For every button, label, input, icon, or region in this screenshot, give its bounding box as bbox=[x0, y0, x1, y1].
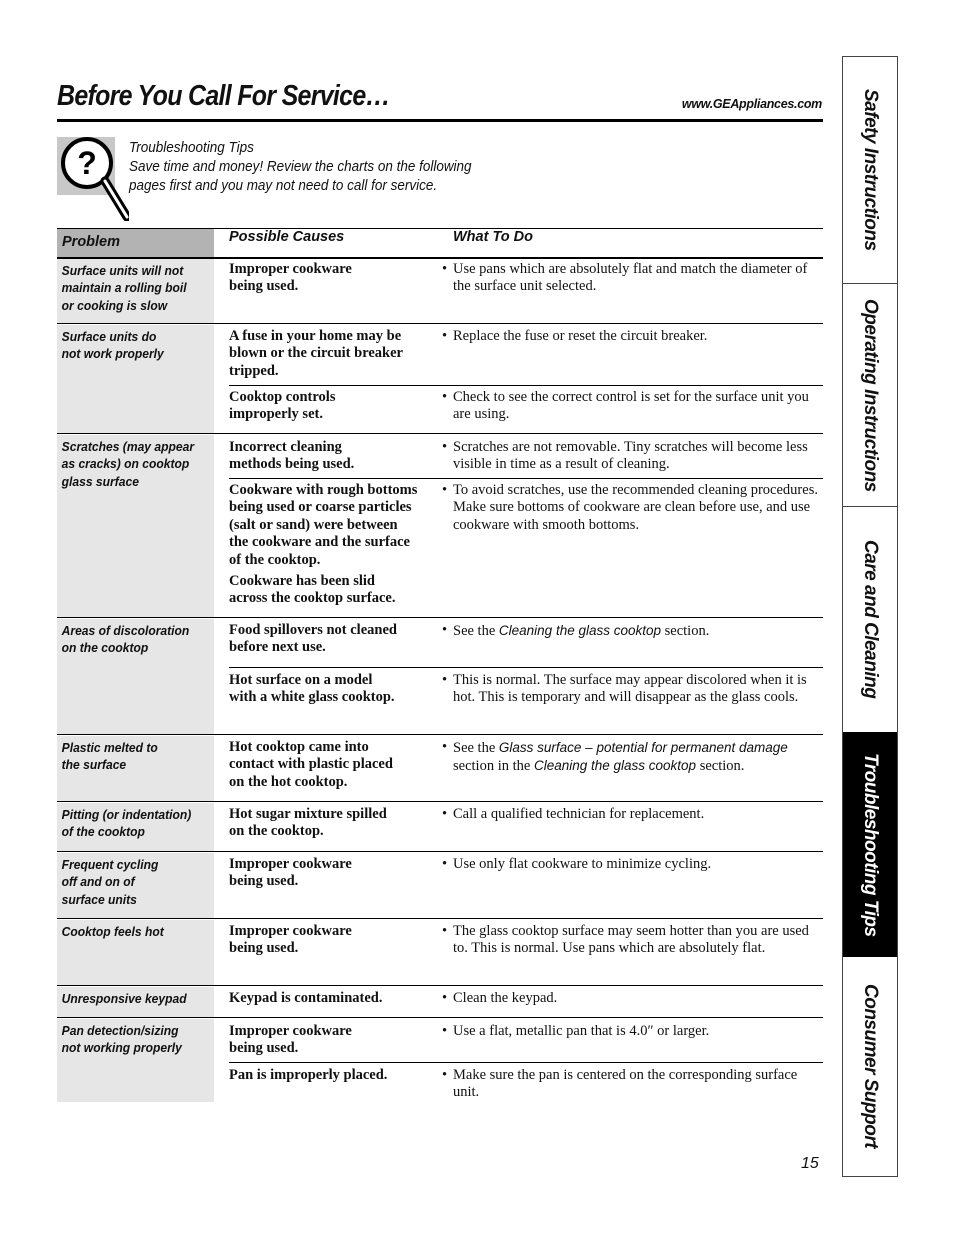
todo-text: • This is normal. The surface may appear discolored when it is hot. This is temporary and will disappear as the glass cools. bbox=[442, 672, 807, 706]
cause-divider bbox=[229, 667, 823, 668]
problem-label: Cooktop feels hot bbox=[61, 924, 164, 939]
intro-heading: Troubleshooting Tips bbox=[129, 140, 254, 156]
tab-consumer-support[interactable]: Consumer Support bbox=[860, 984, 881, 1149]
tab-safety-instructions[interactable]: Safety Instructions bbox=[860, 89, 881, 251]
section-tabs bbox=[842, 56, 898, 1177]
table-row bbox=[57, 736, 214, 801]
table-row bbox=[57, 920, 214, 985]
page-title: Before You Call For Service… bbox=[57, 80, 390, 112]
website-url: www.GEAppliances.com bbox=[681, 97, 822, 111]
cause-text: Hot sugar mixture spilled on the cooktop. bbox=[229, 806, 387, 840]
todo-text: • Make sure the pan is centered on the corresponding surface unit. bbox=[442, 1067, 798, 1101]
cause-text: Improper cookware being used. bbox=[229, 1023, 352, 1057]
cause-text: Improper cookware being used. bbox=[229, 261, 352, 295]
svg-text:?: ? bbox=[77, 145, 97, 181]
todo-text: • Check to see the correct control is set for the surface unit you are using. bbox=[442, 389, 809, 423]
table-row bbox=[57, 987, 214, 1017]
todo-text: • To avoid scratches, use the recommended cleaning procedures. Make sure bottoms of cookware are clean before use, and use cookware with smooth bottoms. bbox=[442, 482, 818, 533]
column-header-causes: Possible Causes bbox=[229, 229, 345, 245]
problem-label: Surface units will not maintain a rolling boil or cooking is slow bbox=[61, 263, 187, 313]
cause-text: Cooktop controls improperly set. bbox=[229, 389, 336, 423]
problem-label: Pan detection/sizing not working properly bbox=[61, 1023, 182, 1056]
problem-label: Scratches (may appear as cracks) on cooktop glass surface bbox=[61, 439, 195, 489]
problem-label: Frequent cycling off and on of surface units bbox=[61, 857, 159, 907]
problem-label: Pitting (or indentation) of the cooktop bbox=[61, 807, 192, 840]
table-row bbox=[57, 1019, 214, 1102]
intro-line-2: pages first and you may not need to call for service. bbox=[129, 178, 438, 194]
cause-divider bbox=[229, 385, 823, 386]
tab-care-and-cleaning[interactable]: Care and Cleaning bbox=[860, 539, 881, 699]
todo-text: • Call a qualified technician for replacement. bbox=[442, 806, 705, 822]
column-header-todo: What To Do bbox=[453, 229, 533, 245]
tab-troubleshooting-tips[interactable]: Troubleshooting Tips bbox=[843, 732, 897, 957]
todo-text: • Replace the fuse or reset the circuit breaker. bbox=[442, 328, 708, 344]
cause-divider bbox=[229, 478, 823, 479]
problem-label: Unresponsive keypad bbox=[61, 991, 187, 1006]
table-row bbox=[57, 325, 214, 433]
todo-text: • Use a flat, metallic pan that is 4.0″ or larger. bbox=[442, 1023, 710, 1039]
cause-text: Cookware with rough bottoms being used or coarse particles (salt or sand) were between the cookware and the surface of the cooktop. bbox=[229, 482, 418, 568]
todo-text: • Scratches are not removable. Tiny scratches will become less visible in time as a result of cleaning. bbox=[442, 439, 808, 473]
todo-text: • See the Cleaning the glass cooktop section. bbox=[442, 622, 710, 639]
cause-text: Cookware has been slid across the cooktop surface. bbox=[229, 573, 396, 607]
title-rule bbox=[57, 119, 823, 122]
intro-text bbox=[129, 139, 472, 196]
problem-label: Plastic melted to the surface bbox=[61, 740, 158, 773]
cause-text: Pan is improperly placed. bbox=[229, 1067, 388, 1083]
cause-text: Food spillovers not cleaned before next use. bbox=[229, 622, 397, 656]
table-row bbox=[57, 619, 214, 734]
problem-label: Surface units do not work properly bbox=[61, 329, 164, 362]
table-row bbox=[57, 853, 214, 918]
cause-text: Keypad is contaminated. bbox=[229, 990, 383, 1006]
todo-text: • The glass cooktop surface may seem hotter than you are used to. This is normal. Use pans which are absolutely flat. bbox=[442, 923, 809, 957]
table-row bbox=[57, 259, 214, 323]
cause-text: Hot cooktop came into contact with plastic placed on the hot cooktop. bbox=[229, 739, 393, 790]
todo-text: • Clean the keypad. bbox=[442, 990, 558, 1006]
table-row bbox=[57, 803, 214, 851]
tab-operating-instructions[interactable]: Operating Instructions bbox=[860, 298, 881, 492]
column-header-problem: Problem bbox=[57, 229, 214, 257]
intro-line-1: Save time and money! Review the charts on the following bbox=[129, 159, 472, 175]
todo-text: • Use pans which are absolutely flat and match the diameter of the surface unit selected. bbox=[442, 261, 808, 295]
cause-text: Improper cookware being used. bbox=[229, 923, 352, 957]
cause-text: Improper cookware being used. bbox=[229, 856, 352, 890]
cause-text: Incorrect cleaning methods being used. bbox=[229, 439, 355, 473]
todo-text: • Use only flat cookware to minimize cycling. bbox=[442, 856, 712, 872]
question-magnifier-icon bbox=[57, 137, 129, 221]
todo-text: • See the Glass surface – potential for permanent damage section in the Cleaning the glass cooktop section. bbox=[442, 739, 788, 775]
problem-label: Areas of discoloration on the cooktop bbox=[61, 623, 190, 656]
page-number: 15 bbox=[801, 1155, 819, 1172]
cause-text: Hot surface on a model with a white glass cooktop. bbox=[229, 672, 395, 706]
cause-text: A fuse in your home may be blown or the circuit breaker tripped. bbox=[229, 328, 403, 379]
table-row bbox=[57, 435, 214, 617]
cause-divider bbox=[229, 1062, 823, 1063]
